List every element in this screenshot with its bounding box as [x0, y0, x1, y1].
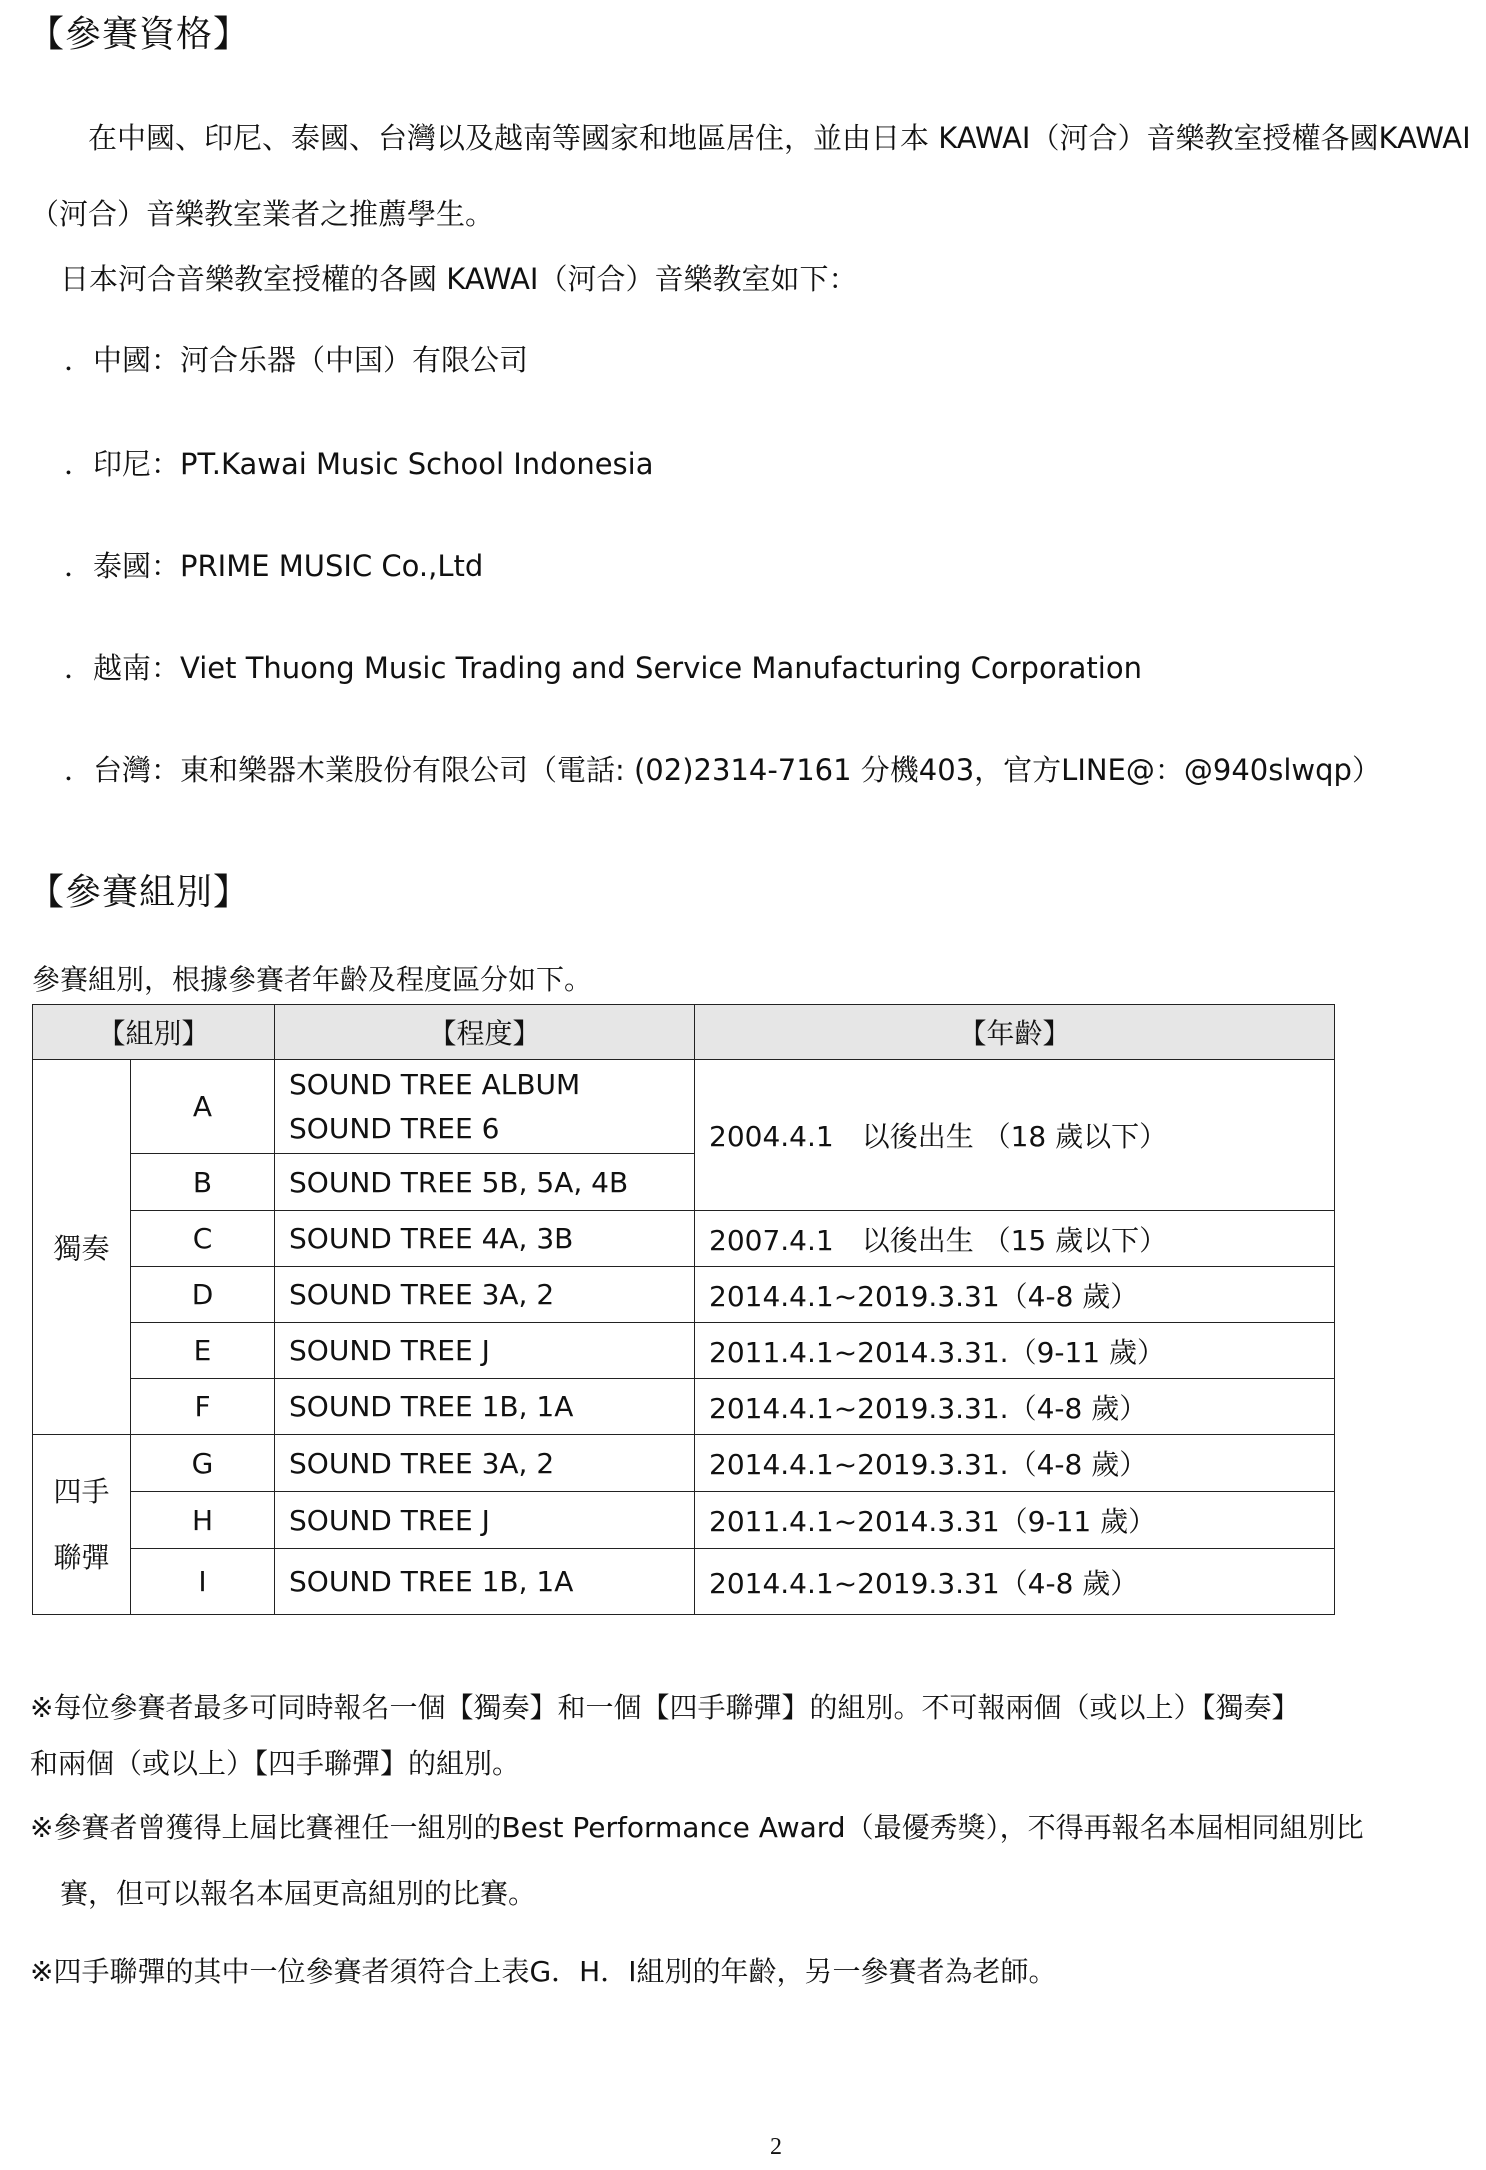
eligibility-paragraph-line-2: （河合）音樂教室業者之推薦學生。 [30, 197, 495, 231]
row-age: 2007.4.1 以後出生 （15 歲以下） [695, 1211, 1335, 1267]
row-level: SOUND TREE 5B, 5A, 4B [275, 1154, 695, 1211]
groups-intro: 參賽組別，根據參賽者年齡及程度區分如下。 [32, 963, 593, 996]
table-row [33, 1323, 1335, 1379]
eligibility-paragraph-line-1: 在中國、印尼、泰國、台灣以及越南等國家和地區居住，並由日本 KAWAI（河合）音樂教室授權各國KAWAI [88, 121, 1471, 155]
category-duet-line: 聯彈 [53, 1540, 110, 1574]
header-age: 【年齡】 [695, 1005, 1335, 1060]
table-row [33, 1435, 1335, 1492]
row-code: F [131, 1379, 275, 1435]
table-header-row [33, 1005, 1335, 1060]
row-level: SOUND TREE 4A, 3B [275, 1211, 695, 1267]
category-duet-line: 四手 [53, 1474, 110, 1508]
table-row [33, 1379, 1335, 1435]
row-code: C [131, 1211, 275, 1267]
page-number: 2 [770, 2134, 782, 2160]
category-duet [33, 1435, 131, 1615]
row-age: 2014.4.1~2019.3.31（4-8 歲） [695, 1267, 1335, 1323]
row-level: SOUND TREE 1B, 1A [275, 1379, 695, 1435]
table-row [33, 1060, 1335, 1154]
school-list-intro: 日本河合音樂教室授權的各國 KAWAI（河合）音樂教室如下： [60, 262, 858, 296]
header-group: 【組別】 [33, 1005, 275, 1060]
row-age: 2011.4.1~2014.3.31.（9-11 歲） [695, 1323, 1335, 1379]
school-item-china: ．中國：河合乐器（中国）有限公司 [64, 343, 529, 377]
row-code: I [131, 1549, 275, 1615]
table-row [33, 1267, 1335, 1323]
note-2-line-2: 賽，但可以報名本屆更高組別的比賽。 [60, 1877, 537, 1910]
school-item-indonesia: ．印尼：PT.Kawai Music School Indonesia [64, 447, 654, 481]
school-item-taiwan: ．台灣：東和樂器木業股份有限公司（電話: (02)2314-7161 分機403，官方LINE@：@940slwqp） [64, 753, 1381, 787]
row-code: A [131, 1060, 275, 1154]
row-age: 2014.4.1~2019.3.31.（4-8 歲） [695, 1435, 1335, 1492]
row-age: 2004.4.1 以後出生 （18 歲以下） [695, 1060, 1335, 1211]
row-level: SOUND TREE 1B, 1A [275, 1549, 695, 1615]
table-row [33, 1492, 1335, 1549]
row-age: 2011.4.1~2014.3.31（9-11 歲） [695, 1492, 1335, 1549]
school-item-vietnam: ．越南：Viet Thuong Music Trading and Service Manufacturing Corporation [64, 651, 1142, 685]
row-code: H [131, 1492, 275, 1549]
row-age: 2014.4.1~2019.3.31（4-8 歲） [695, 1549, 1335, 1615]
row-level-line: SOUND TREE ALBUM [289, 1067, 581, 1101]
category-solo: 獨奏 [33, 1060, 131, 1435]
row-code: E [131, 1323, 275, 1379]
row-code: D [131, 1267, 275, 1323]
row-level: SOUND TREE J [275, 1323, 695, 1379]
row-level [275, 1060, 695, 1154]
row-level: SOUND TREE 3A, 2 [275, 1435, 695, 1492]
row-code: G [131, 1435, 275, 1492]
note-2-line-1: ※參賽者曾獲得上屆比賽裡任一組別的Best Performance Award（最優秀獎），不得再報名本屆相同組別比 [30, 1811, 1364, 1844]
groups-heading: 【參賽組別】 [28, 872, 251, 913]
note-1-line-2: 和兩個（或以上）【四手聯彈】的組別。 [30, 1747, 521, 1780]
header-level: 【程度】 [275, 1005, 695, 1060]
school-item-thailand: ．泰國：PRIME MUSIC Co.,Ltd [64, 549, 484, 583]
row-level-line: SOUND TREE 6 [289, 1111, 500, 1145]
note-1-line-1: ※每位參賽者最多可同時報名一個【獨奏】和一個【四手聯彈】的組別。不可報兩個（或以上）【獨奏】 [30, 1691, 1300, 1724]
table-row [33, 1211, 1335, 1267]
eligibility-heading: 【參賽資格】 [28, 14, 251, 55]
table-row [33, 1549, 1335, 1615]
row-level: SOUND TREE J [275, 1492, 695, 1549]
row-age: 2014.4.1~2019.3.31.（4-8 歲） [695, 1379, 1335, 1435]
row-level: SOUND TREE 3A, 2 [275, 1267, 695, 1323]
row-code: B [131, 1154, 275, 1211]
groups-table [32, 1004, 1335, 1615]
note-3: ※四手聯彈的其中一位參賽者須符合上表G．H．I組別的年齡，另一參賽者為老師。 [30, 1955, 1057, 1988]
